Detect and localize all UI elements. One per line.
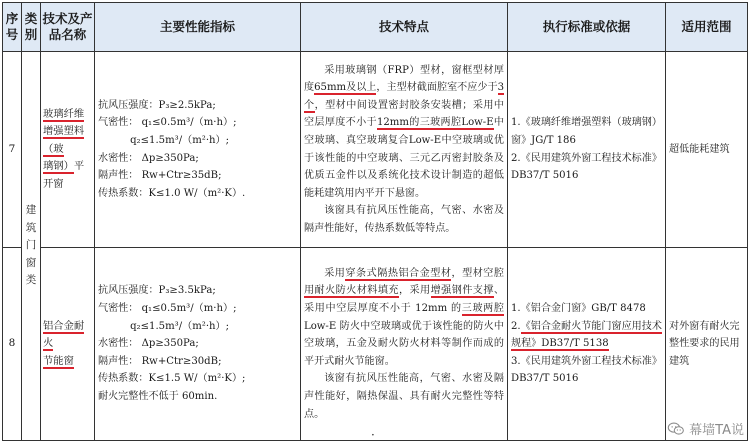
page-mark: · xyxy=(371,428,375,442)
technical-highlight: 三玻两腔 xyxy=(461,303,505,315)
performance-line: 气密性： q₁≤0.5m³/（m·h）; xyxy=(98,303,237,315)
technical-highlight: 65mm及以上 xyxy=(314,82,377,94)
technical-highlight: 用耐火防火材料填充 xyxy=(304,285,399,297)
product-name-highlight: 节能窗 xyxy=(43,354,74,367)
header-standard: 执行标准或依据 xyxy=(508,3,666,52)
standard-item: 3.《民用建筑外窗工程技术标准》DB37/T 5016 xyxy=(511,355,662,385)
technical-paragraph: 采用穿条式隔热铝合金型材，型材空腔用耐火防火材料填充，采用增强钢件支撑、采用中空层厚度不小于 12mm 的三玻两腔 Low-E 防火中空玻璃或优于该性能的防火中空玻璃，五金及耐火防火材料等制作而成的平开式耐火节能窗。 xyxy=(304,267,505,367)
performance-line: q₂≤1.5m³/（m²·h）; xyxy=(98,320,230,332)
header-product-line2: 品名称 xyxy=(48,27,87,42)
standard-item: 2.《铝合金耐火节能门窗应用技术规程》DB37/T 5138 xyxy=(511,320,662,350)
standard-highlight: 《铝合金耐火节能门窗应用技术规程》DB37/T 5138 xyxy=(511,320,662,350)
technical-paragraph: 该窗具有抗风压性能高，气密、水密及隔声性能好，传热系数低等特点。 xyxy=(304,205,504,234)
performance-line: 水密性： Δp≥350Pa; xyxy=(98,338,199,350)
table-row xyxy=(3,52,748,248)
performance-line: 隔声性： Rw+Ctr≥30dB; xyxy=(98,355,222,367)
category-char: 门 xyxy=(25,239,37,252)
performance-line: 抗风压强度：P₃≥3.5kPa; xyxy=(98,285,216,297)
standard-item: 1.《铝合金门窗》GB/T 8478 xyxy=(511,303,646,315)
technical-paragraph: 该窗有抗风压性能高，气密、水密及隔声性能好，隔热保温、具有耐火完整性等特点。 xyxy=(304,373,504,420)
product-name-highlight: 玻璃纤维增 xyxy=(43,107,85,138)
performance-line: 隔声性： Rw+Ctr≥35dB; xyxy=(98,170,222,182)
standard-cell xyxy=(508,248,666,441)
header-scope: 适用范围 xyxy=(666,3,748,52)
standard-item: 2.《民用建筑外窗工程技术标准》DB37/T 5016 xyxy=(511,152,662,182)
performance-line: 传热系数：K≤1.0 W/（m²·K）. xyxy=(98,187,246,199)
product-name: 玻璃纤维增强塑料（玻璃钢）平开窗 xyxy=(41,52,95,248)
header-product xyxy=(41,3,95,52)
product-name-highlight: 铝合金耐火 xyxy=(43,319,85,350)
technical-highlight: 3个 xyxy=(304,82,505,111)
category-char: 类 xyxy=(25,274,37,287)
technical-cell xyxy=(301,52,508,248)
row-number: 8 xyxy=(3,248,22,441)
header-technical: 技术特点 xyxy=(301,3,508,52)
performance-line: 传热系数：K≤1.5 W/（m²·K）; xyxy=(98,373,246,385)
category-cell xyxy=(22,52,41,441)
header-seq: 序号 xyxy=(3,3,22,52)
technical-highlight: 穿条式隔热铝合金型材 xyxy=(345,267,452,279)
watermark-text: 幕墙TA说 xyxy=(689,423,744,438)
header-performance: 主要性能指标 xyxy=(95,3,301,52)
technical-paragraph: 采用玻璃钢（FRP）型材，窗框型材厚度65mm及以上，主型材截面腔室不应少于3个，型材中间设置密封胶条安装槽；采用中空层厚度不小于12mm的三玻两腔Low-E中空玻璃、真空玻璃复合Low-E中空玻璃或优于该性能的中空玻璃、三元乙丙密封胶条及优质五金件以及系统化技术设计制造的超低能耗建筑用内平开下悬窗。 xyxy=(304,64,505,199)
standard-cell xyxy=(508,52,666,248)
scope-cell: 超低能耗建筑 xyxy=(666,52,748,248)
performance-line: 抗风压强度：P₃≥2.5kPa; xyxy=(98,99,216,111)
row-number: 7 xyxy=(3,52,22,248)
product-name-highlight: 强塑料（玻 xyxy=(43,125,85,155)
performance-cell xyxy=(95,52,301,248)
watermark xyxy=(667,419,744,438)
technical-cell xyxy=(301,248,508,441)
category-char: 窗 xyxy=(25,256,37,269)
standard-item: 1.《玻璃纤维增强塑料（玻璃钢）窗》JG/T 186 xyxy=(511,117,662,146)
performance-line: 耐火完整性不低于 60min. xyxy=(98,390,218,402)
performance-line: 水密性： Δp≥350Pa; xyxy=(98,152,199,164)
category-char: 筑 xyxy=(25,221,37,234)
header-product-line1: 技术及产 xyxy=(42,11,93,26)
table-row xyxy=(3,248,748,441)
header-category: 类别 xyxy=(22,3,41,52)
performance-line: q₂≤1.5m³/（m²·h）; xyxy=(98,134,230,146)
performance-line: 气密性： q₁≤0.5m³/（m·h）; xyxy=(98,117,237,129)
standards-table xyxy=(2,2,748,441)
scope-cell: 对外窗有耐火完整性要求的民用建筑 xyxy=(666,248,748,441)
header-row xyxy=(3,3,748,52)
technical-highlight: 12mm的三玻两腔Low-E xyxy=(376,117,494,129)
performance-cell xyxy=(95,248,301,441)
wechat-icon xyxy=(667,422,685,436)
product-name-highlight: 璃钢） xyxy=(43,160,74,173)
technical-highlight: 增强钢件支撑 xyxy=(430,285,494,297)
category-char: 建 xyxy=(25,204,37,217)
product-name xyxy=(41,248,95,441)
